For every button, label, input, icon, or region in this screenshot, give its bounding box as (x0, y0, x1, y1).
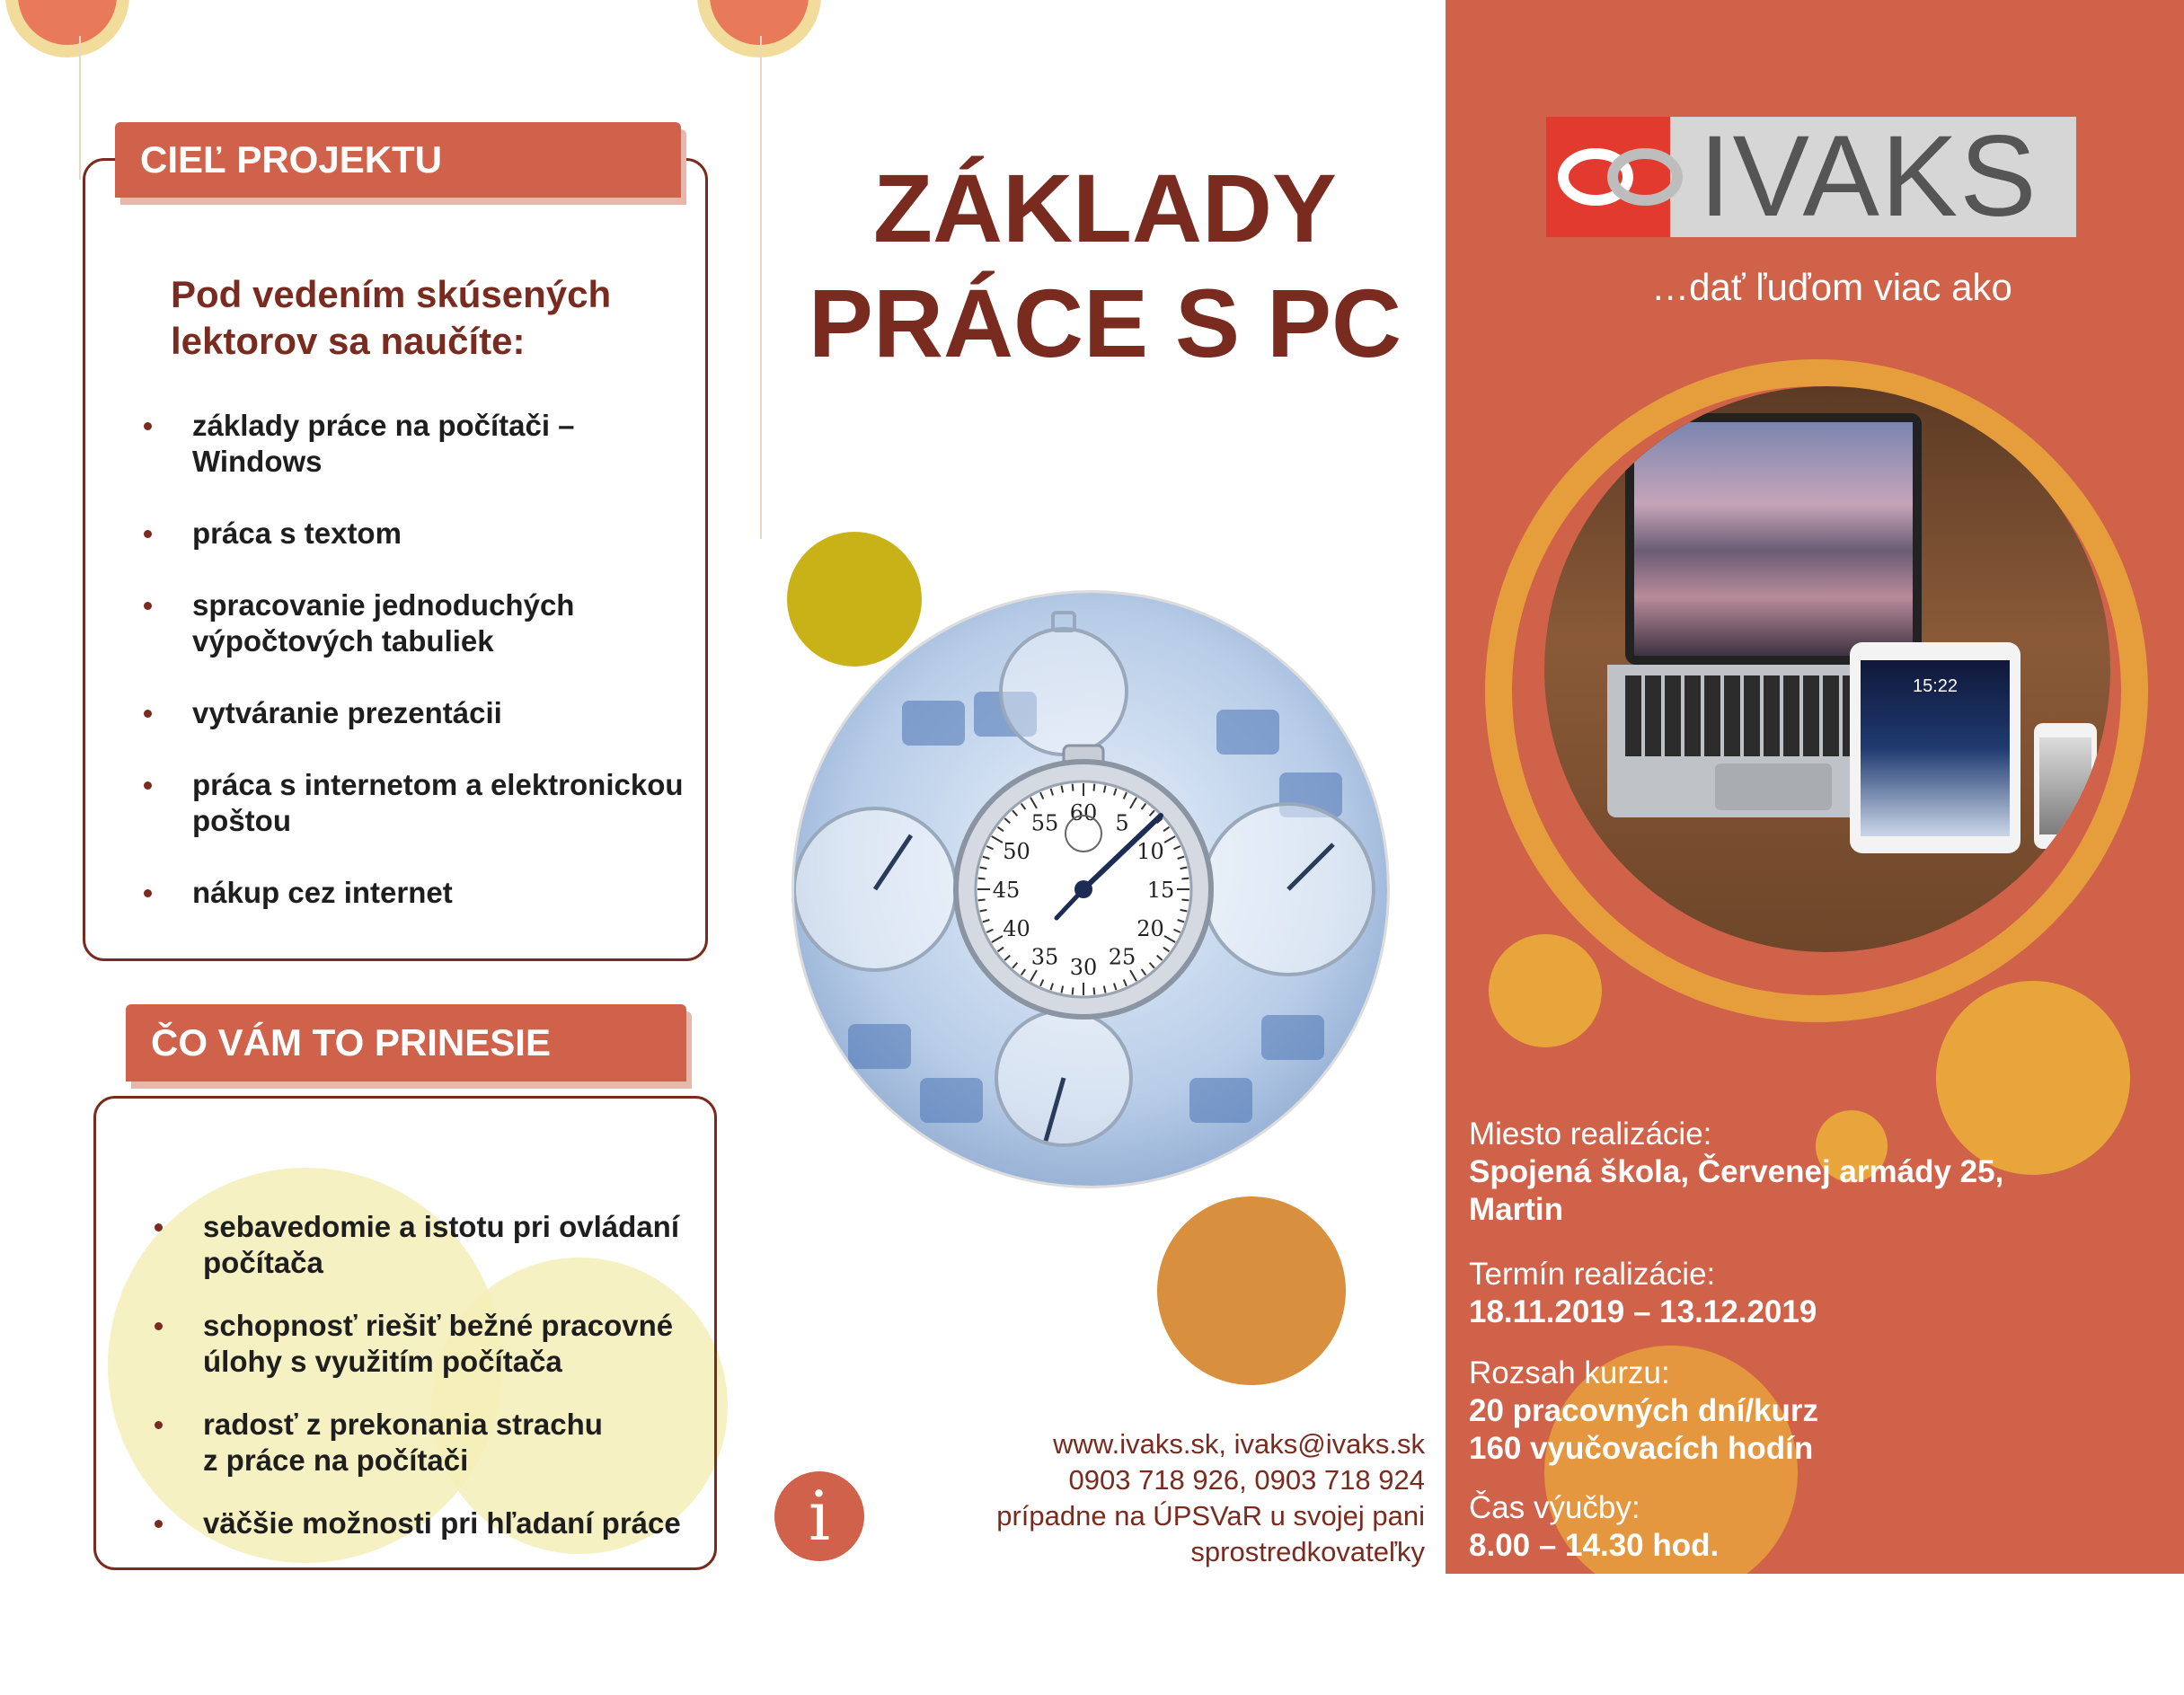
dial-number: 60 (1069, 800, 1098, 825)
goal-list-item (138, 587, 704, 659)
place-value-cont: Martin (1469, 1192, 1563, 1227)
time-label: Čas výučby: (1469, 1490, 1640, 1525)
slogan: …dať ľuďom viac ako (1651, 266, 2012, 308)
time-value: 8.00 – 14.30 hod. (1469, 1528, 1720, 1563)
main-title-line: ZÁKLADY (873, 154, 1337, 262)
benefit-item-line: radosť z prekonania strachu (203, 1408, 603, 1441)
decor-thread-mid (760, 36, 762, 539)
dial-number: 35 (1030, 944, 1059, 970)
tablet-clock: 15:22 (1912, 676, 1959, 696)
goal-item-line: práca s textom (192, 516, 402, 550)
info-icon (774, 1471, 864, 1561)
small-stopwatch-top (1001, 613, 1127, 755)
goal-list (138, 408, 704, 911)
goal-item-line: nákup cez internet (192, 876, 453, 909)
benefit-item-line: z práce na počítači (203, 1443, 469, 1477)
term-info (1469, 1256, 2170, 1331)
dial-tick (1073, 987, 1074, 994)
main-title (791, 151, 1419, 381)
benefit-list-item (149, 1407, 724, 1479)
decor-thread-left (79, 36, 81, 180)
dial-number: 55 (1030, 810, 1059, 836)
goal-item-line: Windows (192, 445, 323, 478)
place-label: Miesto realizácie: (1469, 1117, 1712, 1152)
benefit-item-line: počítača (203, 1246, 323, 1279)
goal-item-line: poštou (192, 804, 291, 837)
dial-number: 30 (1069, 955, 1098, 980)
goal-item-line: spracovanie jednoduchých (192, 588, 575, 622)
term-value: 18.11.2019 – 13.12.2019 (1469, 1294, 1817, 1329)
place-value: Spojená škola, Červenej armády 25, (1469, 1154, 2004, 1189)
dial-number: 45 (992, 878, 1021, 903)
contact-web-email: www.ivaks.sk, ivaks@ivaks.sk (1053, 1428, 1425, 1460)
dial-number: 10 (1136, 839, 1164, 864)
goal-list-item (138, 767, 704, 839)
scope-value-cont: 160 vyučovacích hodín (1469, 1431, 1814, 1466)
logo-text: IVAKS (1699, 112, 2038, 241)
ivaks-logo (1546, 112, 2076, 241)
devices-image (1544, 386, 2110, 952)
decor-circle-top-left (18, 0, 117, 45)
goal-list-item (138, 408, 704, 480)
scope-label: Rozsah kurzu: (1469, 1355, 1670, 1390)
benefit-header: ČO VÁM TO PRINESIE (126, 1004, 686, 1081)
benefit-list-item (149, 1308, 724, 1380)
contact-office: prípadne na ÚPSVaR u svojej pani (996, 1500, 1425, 1532)
goal-intro (171, 271, 611, 365)
decor-circle-top-mid (710, 0, 809, 45)
dial-tick (978, 878, 986, 879)
dial-number: 50 (1003, 839, 1030, 864)
tablet (1850, 642, 2020, 853)
dial-number: 25 (1108, 944, 1136, 970)
main-title-line: PRÁCE S PC (808, 269, 1402, 377)
place-info (1469, 1116, 2170, 1229)
goal-list-item (138, 516, 704, 552)
dial-tick (1073, 784, 1074, 791)
goal-intro-line: lektorov sa naučíte: (171, 320, 526, 362)
benefit-list-item (149, 1505, 724, 1541)
benefit-item-line: sebavedomie a istotu pri ovládaní (203, 1210, 679, 1243)
scope-info (1469, 1355, 2170, 1468)
term-label: Termín realizácie: (1469, 1257, 1716, 1292)
small-stopwatch-right (1203, 804, 1374, 975)
contact-block (898, 1426, 1425, 1570)
goal-item-line: výpočtových tabuliek (192, 624, 494, 658)
benefit-item-line: väčšie možnosti pri hľadaní práce (203, 1506, 681, 1540)
dial-tick (1093, 784, 1094, 791)
dial-tick (1181, 878, 1189, 879)
stopwatch-image (794, 593, 1387, 1186)
goal-item-line: vytváranie prezentácii (192, 696, 502, 729)
goal-item-line: základy práce na počítači – (192, 409, 575, 442)
phone (2034, 723, 2097, 849)
info-icon-glyph: i (808, 1476, 831, 1556)
benefit-item-line: úlohy s využitím počítača (203, 1345, 562, 1378)
decor-circle-right-1 (1489, 934, 1602, 1047)
stopwatch-illustration (794, 593, 1387, 1186)
goal-item-line: práca s internetom a elektronickou (192, 768, 684, 801)
laptop-screen (1625, 413, 1922, 665)
benefit-list (149, 1209, 724, 1541)
dial-tick (978, 899, 986, 900)
goal-list-item (138, 695, 704, 731)
time-info (1469, 1489, 2170, 1565)
benefit-item-line: schopnosť riešiť bežné pracovné (203, 1309, 674, 1342)
contact-phone: 0903 718 926, 0903 718 924 (1068, 1464, 1425, 1496)
goal-header: CIEĽ PROJEKTU (115, 122, 681, 198)
benefit-list-item (149, 1209, 724, 1281)
decor-circle-orange (1157, 1196, 1346, 1385)
dial-tick (1181, 899, 1189, 900)
small-stopwatch-bottom (996, 1011, 1131, 1145)
dial-number: 20 (1136, 916, 1164, 941)
dial-number: 5 (1115, 810, 1129, 836)
goal-list-item (138, 875, 704, 911)
right-panel (1446, 0, 2184, 1574)
dial-number: 40 (1003, 916, 1030, 941)
main-stopwatch (956, 746, 1211, 1017)
small-stopwatch-left (794, 808, 956, 970)
dial-tick (1093, 987, 1094, 994)
contact-office-cont: sprostredkovateľky (1190, 1536, 1425, 1567)
dial-number: 15 (1146, 878, 1175, 903)
scope-value: 20 pracovných dní/kurz (1469, 1393, 1819, 1428)
goal-intro-line: Pod vedením skúsených (171, 273, 612, 315)
logo-emblem-icon (1555, 144, 1699, 210)
